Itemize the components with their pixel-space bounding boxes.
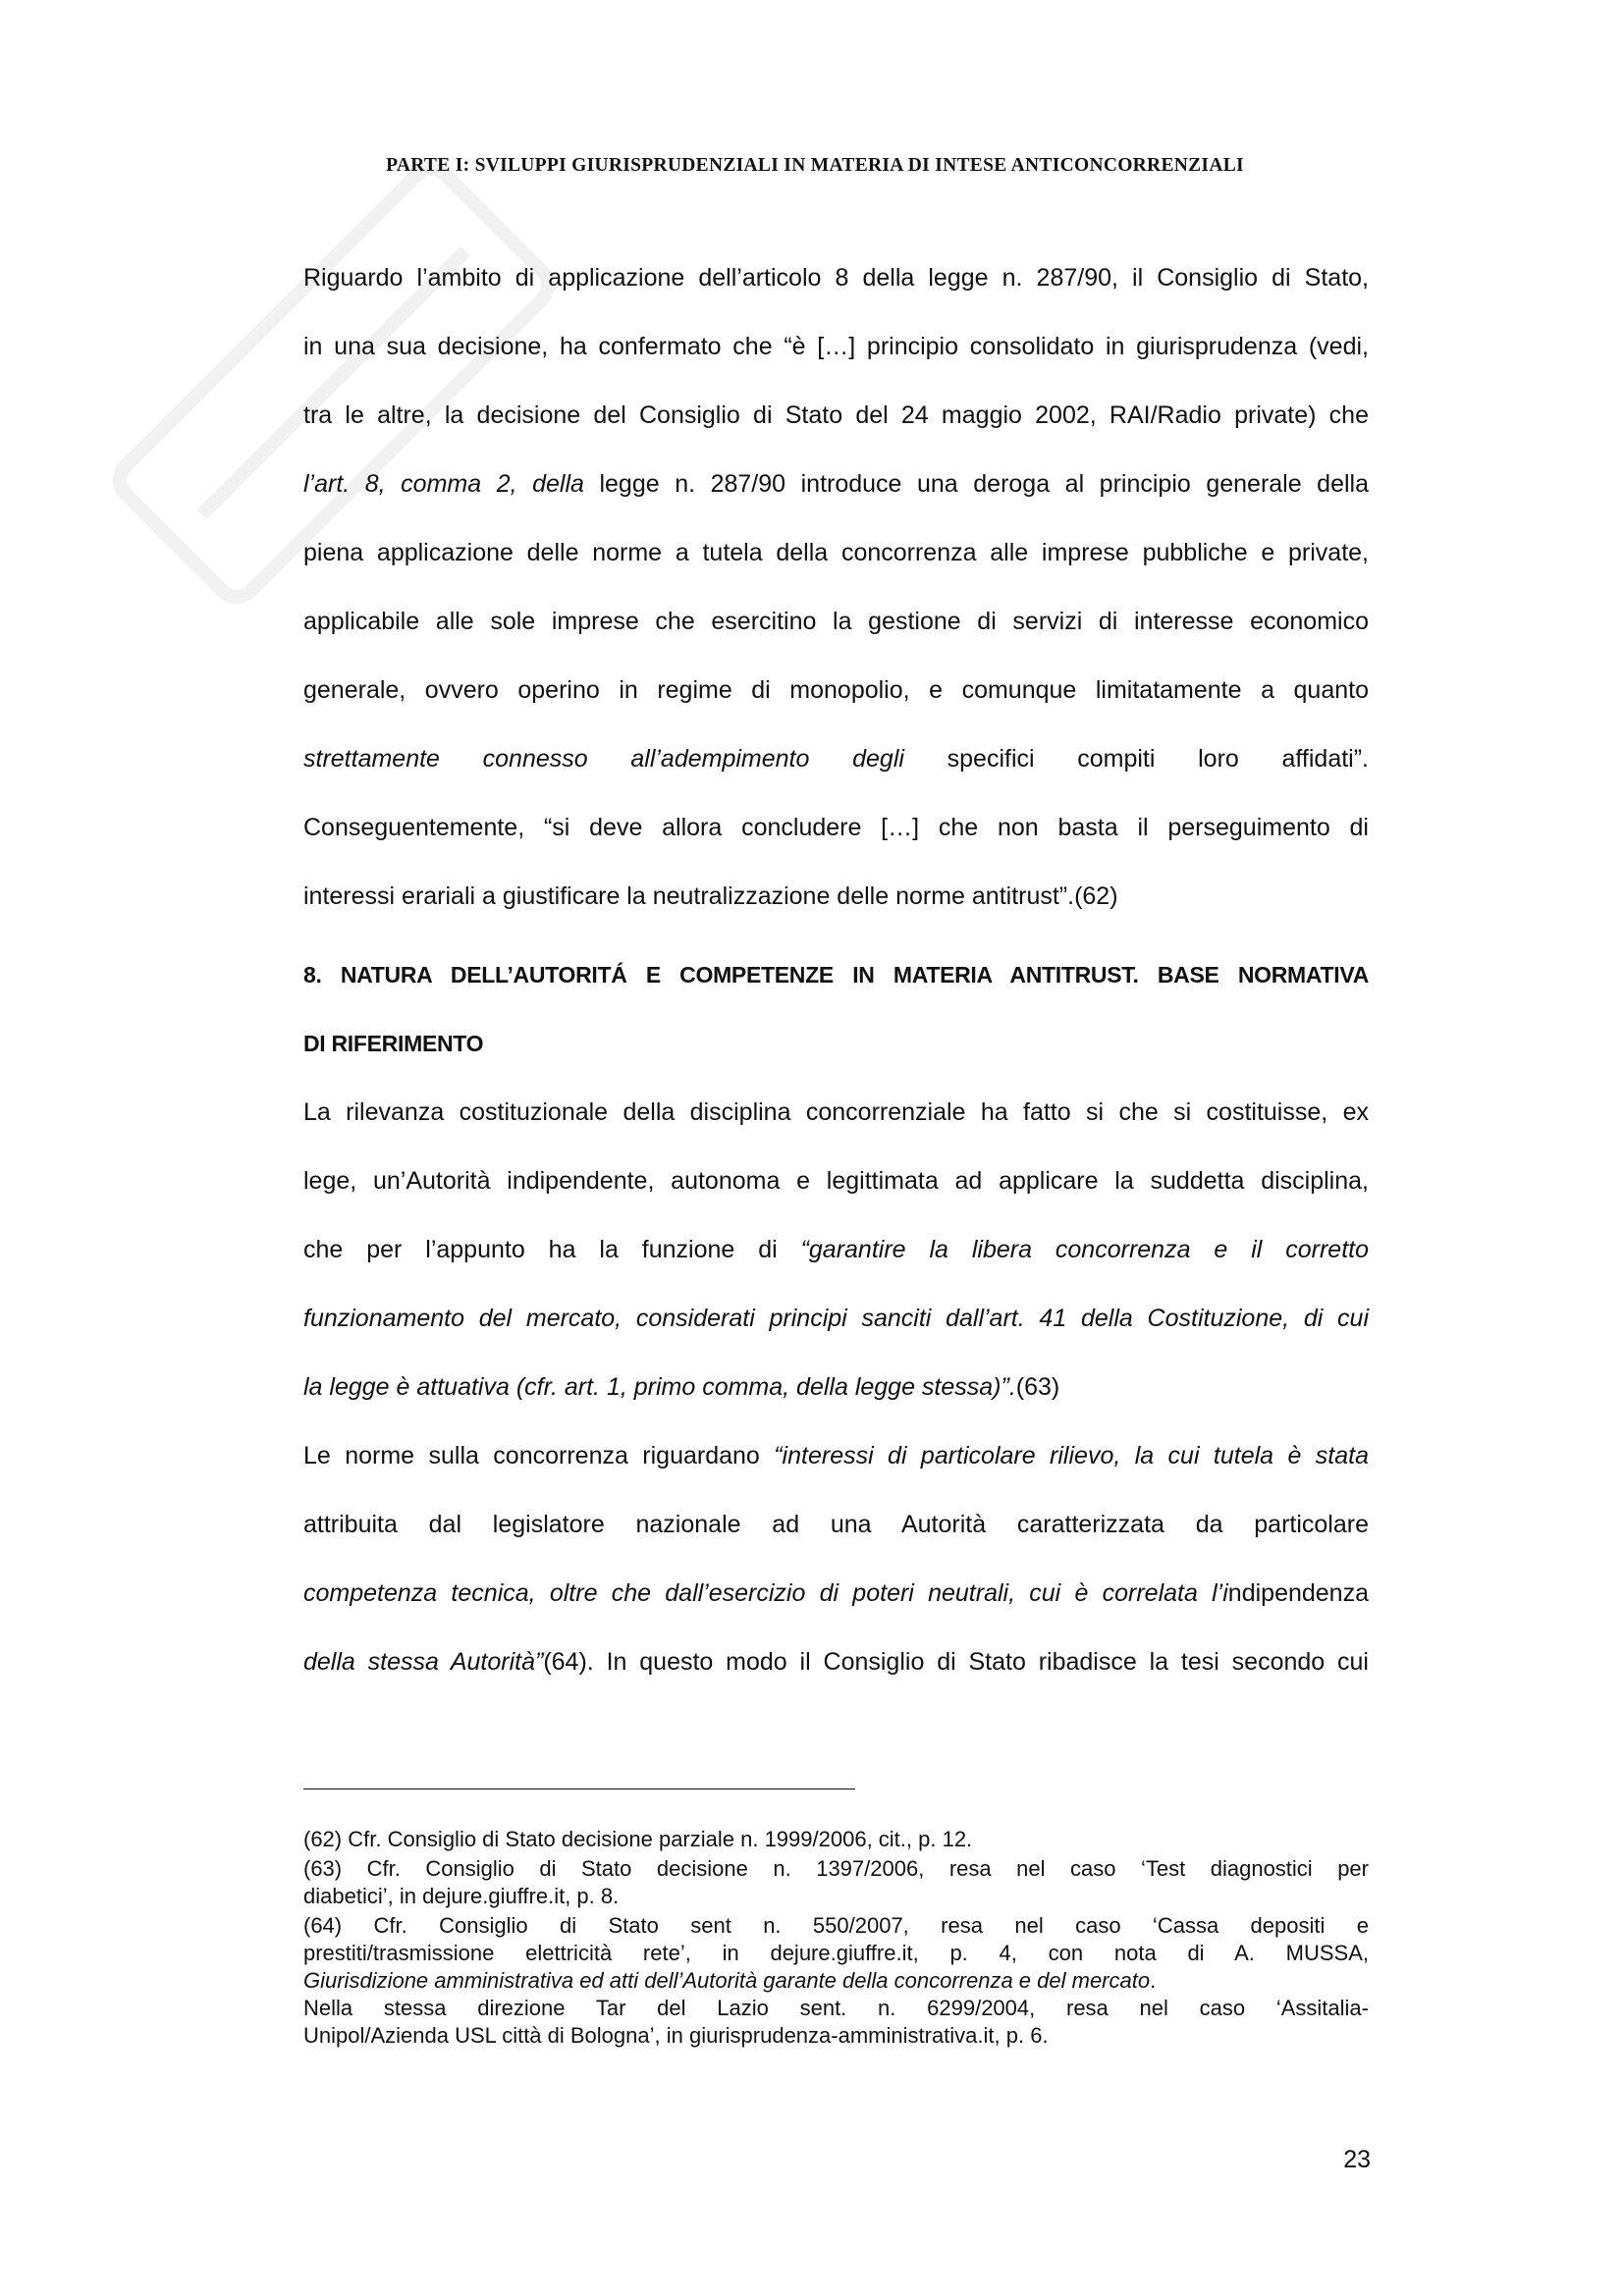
italic-quote: strettamente connesso all’adempimento degli [303, 745, 904, 773]
text-line: lege, un’Autorità indipendente, autonoma e legittimata ad applicare la suddetta disciplina, [303, 1167, 1369, 1195]
text-line: competenza tecnica, oltre che dall’esercizio di poteri neutrali, cui è correlata l’indipendenza [303, 1579, 1369, 1607]
text-line: Conseguentemente, “si deve allora concludere […] che non basta il perseguimento di [303, 814, 1369, 841]
text-line: tra le altre, la decisione del Consiglio di Stato del 24 maggio 2002, RAI/Radio private) che [303, 401, 1369, 429]
text-line: strettamente connesso all’adempimento degli specifici compiti loro affidati”. [303, 745, 1369, 773]
text-line: attribuita dal legislatore nazionale ad una Autorità caratterizzata da particolare [303, 1511, 1369, 1538]
italic-quote: competenza tecnica, oltre che dall’esercizio di poteri neutrali, cui è correlata l’i [303, 1579, 1228, 1607]
italic-quote: “interessi di particolare rilievo, la cui tutela è stata [774, 1442, 1369, 1469]
text-line: generale, ovvero operino in regime di monopolio, e comunque limitatamente a quanto [303, 676, 1369, 704]
paragraph-article-8 [303, 243, 1369, 931]
paragraph-competition-norms [303, 1421, 1369, 1696]
page-number: 23 [1343, 2146, 1371, 2173]
main-text [303, 243, 1369, 1696]
text-line: interessi erariali a giustificare la neutralizzazione delle norme antitrust”.(62) [303, 882, 1118, 910]
text-line: della stessa Autorità”(64). In questo modo il Consiglio di Stato ribadisce la tesi secondo cui [303, 1648, 1369, 1676]
footnote-ref: (63) [1015, 1373, 1060, 1401]
running-header: PARTE I: SVILUPPI GIURISPRUDENZIALI IN MATERIA DI INTESE ANTICONCORRENZIALI [386, 155, 1244, 176]
text-line: Riguardo l’ambito di applicazione dell’articolo 8 della legge n. 287/90, il Consiglio di Stato, [303, 264, 1369, 292]
footnote-63: (63) Cfr. Consiglio di Stato decisione n. 1397/2006, resa nel caso ‘Test diagnostici per diabetici’, in dejure.giuffre.it, p. 8. [303, 1856, 1369, 1908]
text-line: Le norme sulla concorrenza riguardano “interessi di particolare rilievo, la cui tutela è stata [303, 1442, 1369, 1469]
text-line: La rilevanza costituzionale della disciplina concorrenziale ha fatto si che si costituisse, ex [303, 1098, 1369, 1126]
text-line [303, 1284, 1369, 1353]
text-line: che per l’appunto ha la funzione di “garantire la libera concorrenza e il corretto [303, 1236, 1369, 1263]
section-heading-8 [303, 940, 1369, 1078]
italic-quote: della stessa Autorità” [303, 1648, 544, 1676]
heading-line: 8. NATURA DELL’AUTORITÁ E COMPETENZE IN MATERIA ANTITRUST. BASE NORMATIVA [303, 962, 1369, 988]
text-line: l’art. 8, comma 2, della legge n. 287/90 introduce una deroga al principio generale della [303, 470, 1369, 498]
footnotes [303, 1826, 1369, 2052]
heading-line: DI RIFERIMENTO [303, 1031, 484, 1056]
paragraph-authority [303, 1078, 1369, 1421]
text-line: piena applicazione delle norme a tutela della concorrenza alle imprese pubbliche e private, [303, 539, 1369, 566]
text-line [303, 1353, 1369, 1421]
italic-quote: l’art. 8, comma 2, della [303, 470, 584, 498]
italic-quote: la legge è attuativa (cfr. art. 1, primo comma, della legge stessa)”. [303, 1373, 1016, 1401]
footnote-64: (64) Cfr. Consiglio di Stato sent n. 550/2007, resa nel caso ‘Cassa depositi e prestiti/trasmissione elettricità rete’, in dejure.giuffre.it, p. 4, con nota di A. MUSSA, Giurisdizione amministrativa ed atti dell’Autorità garante della concorrenza e del mercato. Nella stessa direzione Tar del Lazio sent. n. 6299/2004, resa nel caso ‘Assitalia- Unipol/Azienda USL città di Bologna’, in giurisprudenza-amministrativa.it, p. 6. [303, 1913, 1369, 2048]
footnote-62: (62) Cfr. Consiglio di Stato decisione parziale n. 1999/2006, cit., p. 12. [303, 1827, 973, 1851]
text-line: applicabile alle sole imprese che esercitino la gestione di servizi di interesse economico [303, 608, 1369, 635]
italic-quote: funzionamento del mercato, considerati principi sanciti dall’art. 41 della Costituzione, di cui [303, 1305, 1369, 1332]
text-line: in una sua decisione, ha confermato che “è […] principio consolidato in giurisprudenza (vedi, [303, 333, 1369, 360]
italic-quote: “garantire la libera concorrenza e il corretto [800, 1236, 1369, 1263]
